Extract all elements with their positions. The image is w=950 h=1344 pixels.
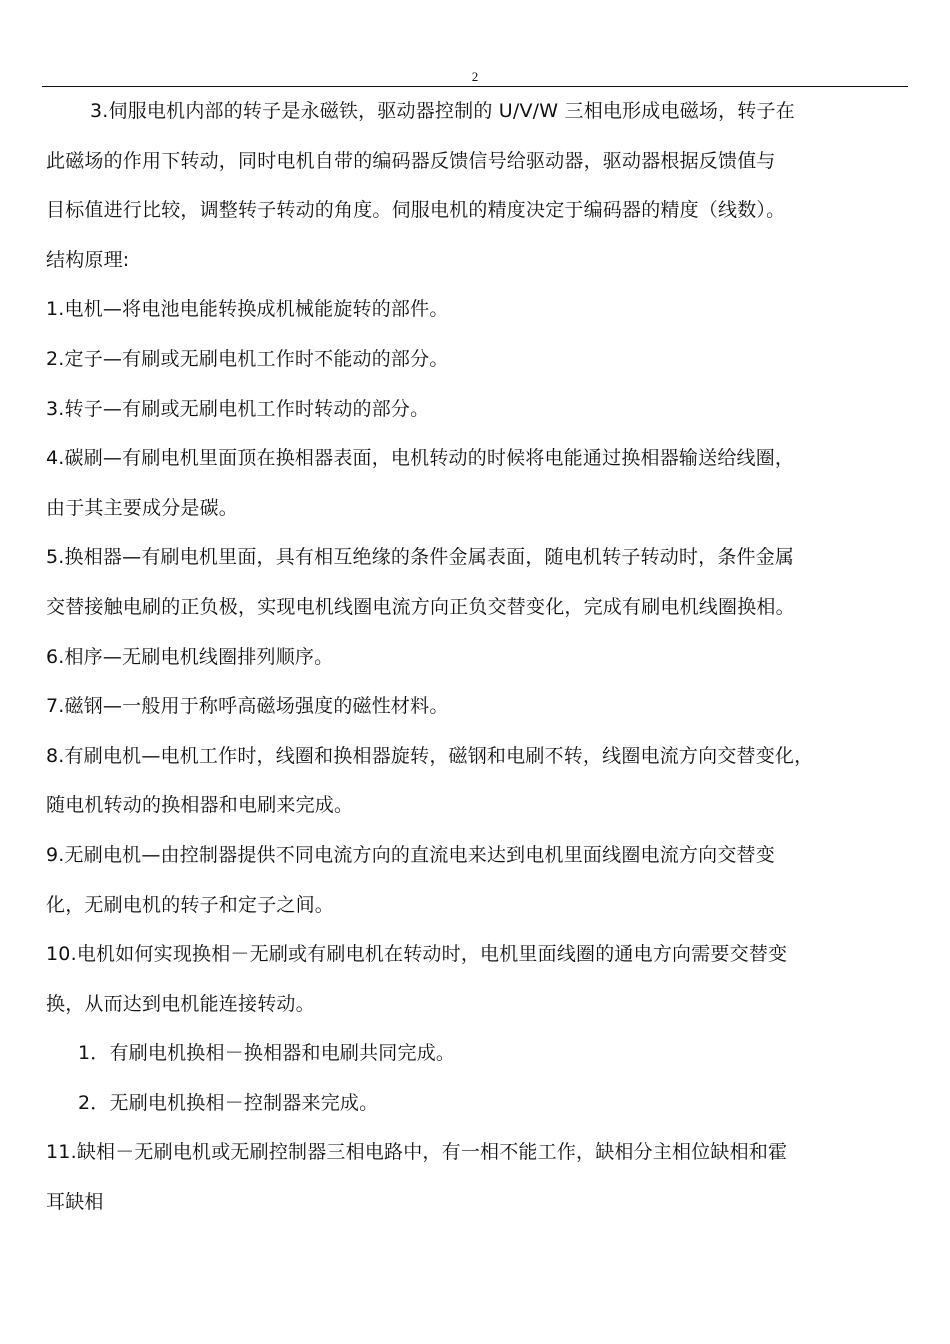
list-item-continuation: 化，无刷电机的转子和定子之间。 <box>46 893 335 916</box>
list-item: 4.碳刷—有刷电机里面顶在换相器表面，电机转动的时候将电能通过换相器输送给线圈， <box>46 447 795 470</box>
paragraph-line: 3.伺服电机内部的转子是永磁铁，驱动器控制的 U/V/W 三相电形成电磁场，转子在 <box>90 100 795 122</box>
paragraph-line: 此磁场的作用下转动，同时电机自带的编码器反馈信号给驱动器，驱动器根据反馈值与 <box>46 149 776 172</box>
list-item: 8.有刷电机—电机工作时，线圈和换相器旋转，磁钢和电刷不转，线圈电流方向交替变化， <box>46 744 814 767</box>
list-item: 1.电机—将电池电能转换成机械能旋转的部件。 <box>46 298 449 321</box>
list-item: 7.磁钢—一般用于称呼高磁场强度的磁性材料。 <box>46 695 449 718</box>
list-item-continuation: 换，从而达到电机能连接转动。 <box>46 992 315 1015</box>
list-item: 2.定子—有刷或无刷电机工作时不能动的部分。 <box>46 347 449 370</box>
list-item-continuation: 随电机转动的换相器和电刷来完成。 <box>46 794 354 817</box>
paragraph-line: 目标值进行比较，调整转子转动的角度。伺服电机的精度决定于编码器的精度（线数）。 <box>46 199 786 222</box>
list-item: 11.缺相－无刷电机或无刷控制器三相电路中，有一相不能工作，缺相分主相位缺相和霍 <box>46 1141 788 1164</box>
list-item-continuation: 耳缺相 <box>46 1191 104 1214</box>
sub-list-item: 2．无刷电机换相－控制器来完成。 <box>78 1091 379 1114</box>
sub-list-item: 1．有刷电机换相－换相器和电刷共同完成。 <box>78 1042 456 1065</box>
document-body <box>46 94 908 1235</box>
list-item: 3.转子—有刷或无刷电机工作时转动的部分。 <box>46 397 430 420</box>
section-heading: 结构原理: <box>46 248 130 271</box>
header-rule <box>42 86 908 87</box>
list-item-continuation: 由于其主要成分是碳。 <box>46 496 239 519</box>
list-item: 9.无刷电机—由控制器提供不同电流方向的直流电来达到电机里面线圈电流方向交替变 <box>46 843 775 866</box>
list-item: 6.相序—无刷电机线圈排列顺序。 <box>46 645 334 668</box>
list-item-continuation: 交替接触电刷的正负极，实现电机线圈电流方向正负交替变化，完成有刷电机线圈换相。 <box>46 595 795 618</box>
page-number: 2 <box>471 69 479 84</box>
list-item: 5.换相器—有刷电机里面，具有相互绝缘的条件金属表面，随电机转子转动时，条件金属 <box>46 546 795 569</box>
list-item: 10.电机如何实现换相－无刷或有刷电机在转动时，电机里面线圈的通电方向需要交替变 <box>46 943 788 966</box>
